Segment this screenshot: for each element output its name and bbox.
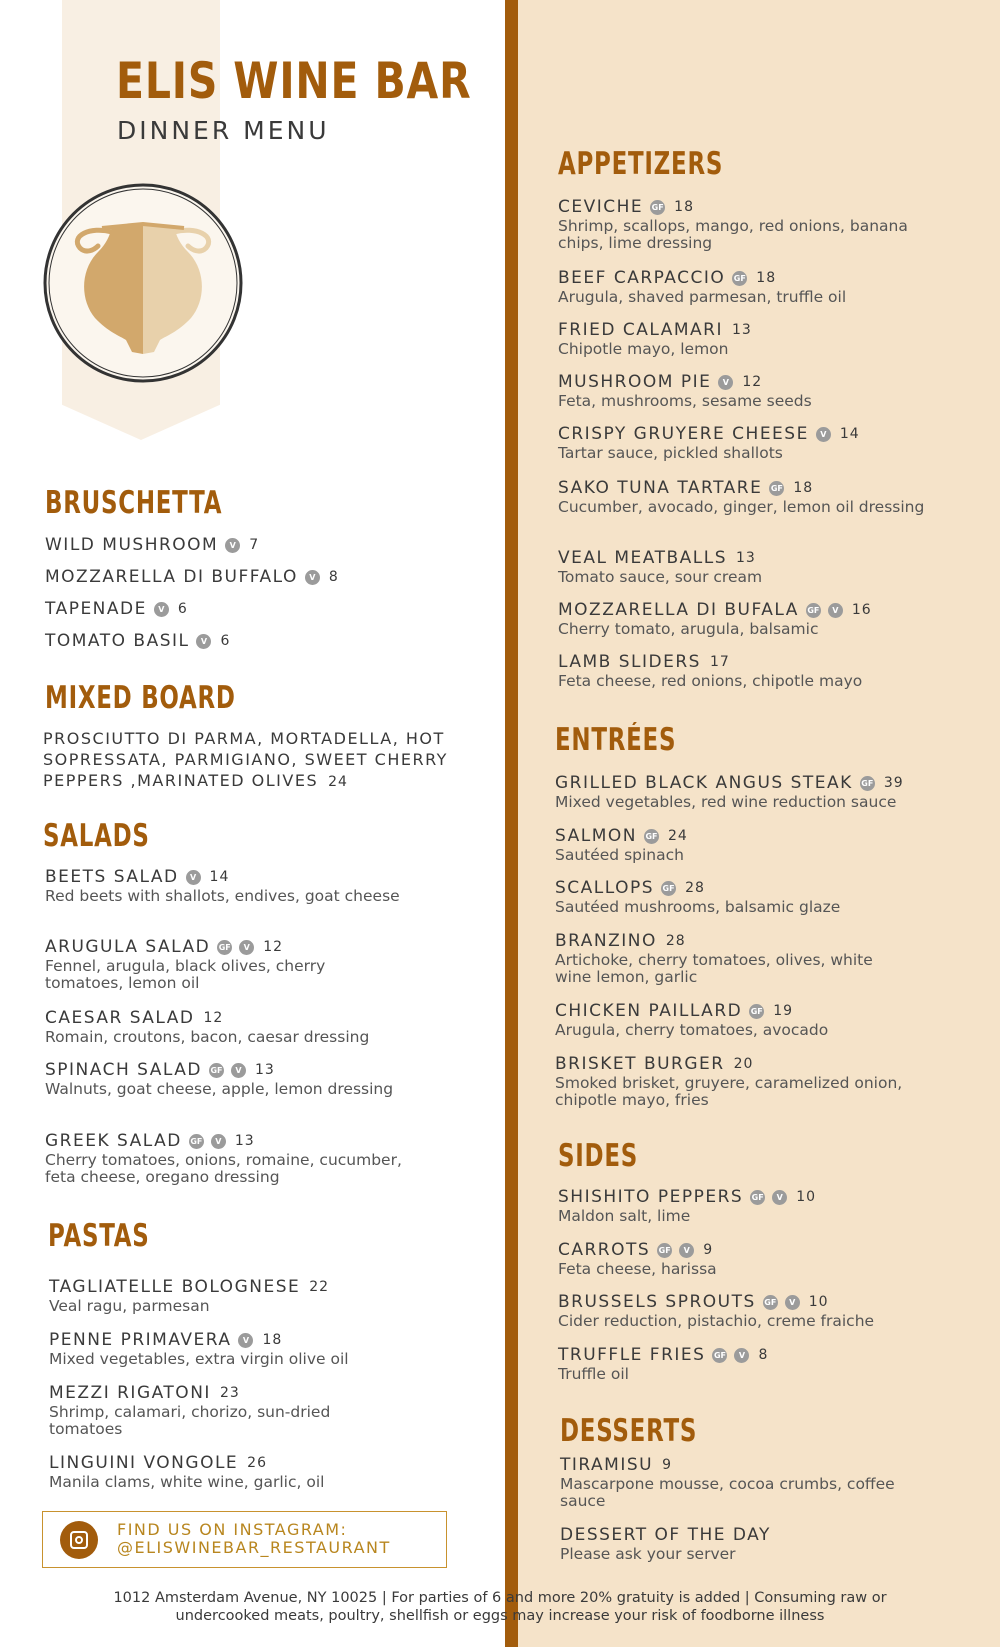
menu-item-header: [555, 931, 910, 951]
pastas-heading: PASTAS: [48, 1218, 150, 1254]
menu-item-name: MEZZI RIGATONI: [49, 1383, 211, 1403]
menu-item: [45, 1131, 405, 1186]
menu-item-price: 18: [793, 480, 814, 496]
vegetarian-badge-icon: V: [772, 1190, 787, 1205]
menu-item-description: Manila clams, white wine, garlic, oil: [49, 1473, 325, 1491]
menu-item-header: [49, 1383, 379, 1403]
vegetarian-badge-icon: V: [239, 940, 254, 955]
menu-item-name: BEEF CARPACCIO: [558, 268, 726, 288]
menu-item-description: Cucumber, avocado, ginger, lemon oil dressing: [558, 498, 925, 516]
menu-item-name: GREEK SALAD: [45, 1131, 182, 1151]
entrees-heading: ENTRÉES: [555, 722, 677, 758]
menu-item-name: CHICKEN PAILLARD: [555, 1001, 743, 1021]
menu-item: [555, 1001, 910, 1039]
menu-item-price: 8: [758, 1347, 769, 1363]
desserts-heading: DESSERTS: [560, 1413, 698, 1449]
menu-item-name: PENNE PRIMAVERA: [49, 1330, 232, 1350]
menu-item-description: Feta cheese, red onions, chipotle mayo: [558, 672, 863, 690]
vegetarian-badge-icon: V: [816, 427, 831, 442]
vegetarian-badge-icon: V: [238, 1333, 253, 1348]
menu-item: [45, 567, 465, 587]
menu-item-description: Sautéed mushrooms, balsamic glaze: [555, 898, 841, 916]
menu-item-header: [555, 773, 910, 793]
menu-item-description: Feta, mushrooms, sesame seeds: [558, 392, 812, 410]
menu-item-header: [558, 478, 933, 498]
menu-item-name: SALMON: [555, 826, 637, 846]
salads-heading: SALADS: [43, 818, 150, 854]
menu-item-name: LINGUINI VONGOLE: [49, 1453, 239, 1473]
menu-item-description: Fennel, arugula, black olives, cherry tomatoes, lemon oil: [45, 957, 326, 992]
menu-item: [558, 1345, 908, 1383]
gluten-free-badge-icon: GF: [806, 603, 821, 618]
menu-item-header: [558, 320, 933, 340]
menu-item: [558, 268, 933, 306]
gluten-free-badge-icon: GF: [209, 1063, 224, 1078]
menu-item-header: [555, 1001, 910, 1021]
menu-item-header: [45, 937, 405, 957]
menu-item: [558, 1240, 908, 1278]
vegetarian-badge-icon: V: [211, 1134, 226, 1149]
menu-item-name: TAGLIATELLE BOLOGNESE: [49, 1277, 301, 1297]
menu-item-price: 23: [219, 1385, 240, 1401]
menu-item-price: 6: [177, 601, 188, 617]
menu-item: [45, 937, 405, 992]
menu-item: [49, 1383, 379, 1438]
vegetarian-badge-icon: V: [734, 1348, 749, 1363]
menu-item-description: Please ask your server: [560, 1545, 736, 1563]
menu-item-header: [45, 867, 405, 887]
menu-item-price: 24: [667, 828, 688, 844]
menu-item-description: Shrimp, scallops, mango, red onions, banana chips, lime dressing: [558, 217, 908, 252]
menu-item-description: Tomato sauce, sour cream: [558, 568, 763, 586]
menu-item-name: ARUGULA SALAD: [45, 937, 211, 957]
footer-line-1: 1012 Amsterdam Avenue, NY 10025 | For parties of 6 and more 20% gratuity is added | Consuming raw or: [113, 1590, 887, 1606]
menu-item-description: Cherry tomatoes, onions, romaine, cucumber, feta cheese, oregano dressing: [45, 1151, 402, 1186]
vegetarian-badge-icon: V: [828, 603, 843, 618]
menu-item-description: Smoked brisket, gruyere, caramelized onion, chipotle mayo, fries: [555, 1074, 903, 1109]
vegetarian-badge-icon: V: [785, 1295, 800, 1310]
menu-item-description: Mixed vegetables, red wine reduction sauce: [555, 793, 897, 811]
menu-item-description: Chipotle mayo, lemon: [558, 340, 729, 358]
menu-item-name: MUSHROOM PIE: [558, 372, 712, 392]
menu-item-name: GRILLED BLACK ANGUS STEAK: [555, 773, 853, 793]
menu-item-header: [45, 1008, 405, 1028]
menu-item-name: MOZZARELLA DI BUFALA: [558, 600, 799, 620]
menu-item-header: [49, 1277, 379, 1297]
footer-notice: [0, 1589, 1000, 1625]
menu-item-name: BRANZINO: [555, 931, 657, 951]
menu-item-header: [558, 372, 933, 392]
menu-item-header: [555, 826, 910, 846]
menu-item-name: CEVICHE: [558, 197, 644, 217]
instagram-box[interactable]: [42, 1511, 447, 1568]
menu-item-name: BEETS SALAD: [45, 867, 179, 887]
menu-item-price: 28: [665, 933, 686, 949]
menu-item-name: CARROTS: [558, 1240, 651, 1260]
menu-item-header: [555, 1054, 910, 1074]
menu-item: [558, 548, 933, 586]
menu-item-price: 14: [839, 426, 860, 442]
menu-item-header: [558, 1292, 908, 1312]
menu-item-name: VEAL MEATBALLS: [558, 548, 728, 568]
mixed-board-description: [43, 728, 463, 793]
gluten-free-badge-icon: GF: [749, 1004, 764, 1019]
gluten-free-badge-icon: GF: [732, 271, 747, 286]
menu-item: [558, 1187, 908, 1225]
menu-item-price: 13: [254, 1062, 275, 1078]
menu-item-name: LAMB SLIDERS: [558, 652, 701, 672]
menu-item: [49, 1330, 379, 1368]
menu-item-name: SHISHITO PEPPERS: [558, 1187, 744, 1207]
menu-item-price: 16: [851, 602, 872, 618]
amphora-logo-icon: [40, 180, 246, 390]
menu-item-name: SAKO TUNA TARTARE: [558, 478, 763, 498]
restaurant-title: ELIS WINE BAR: [116, 52, 472, 110]
menu-item-header: [558, 197, 933, 217]
menu-item-header: [49, 1453, 379, 1473]
menu-item-price: 6: [220, 633, 231, 649]
menu-item-price: 9: [703, 1242, 714, 1258]
menu-item: [558, 424, 933, 462]
menu-item-description: Cider reduction, pistachio, creme fraiche: [558, 1312, 875, 1330]
menu-item-description: Walnuts, goat cheese, apple, lemon dressing: [45, 1080, 394, 1098]
menu-item: [45, 631, 465, 651]
vegetarian-badge-icon: V: [305, 570, 320, 585]
instagram-text: [117, 1521, 391, 1557]
menu-item: [555, 826, 910, 864]
gluten-free-badge-icon: GF: [644, 829, 659, 844]
menu-item-price: 7: [249, 537, 260, 553]
menu-item: [558, 372, 933, 410]
menu-item: [555, 878, 910, 916]
menu-item-header: [558, 652, 933, 672]
vegetarian-badge-icon: V: [186, 870, 201, 885]
menu-item-description: Maldon salt, lime: [558, 1207, 691, 1225]
menu-item: [558, 320, 933, 358]
menu-item-name: FRIED CALAMARI: [558, 320, 723, 340]
menu-item-price: 18: [262, 1332, 283, 1348]
menu-item-name: CAESAR SALAD: [45, 1008, 195, 1028]
menu-item: [558, 652, 933, 690]
menu-item: [558, 1292, 908, 1330]
menu-item-description: Truffle oil: [558, 1365, 629, 1383]
menu-item-name: WILD MUSHROOM: [45, 535, 219, 555]
menu-item-description: Mixed vegetables, extra virgin olive oil: [49, 1350, 349, 1368]
menu-item: [555, 1054, 910, 1109]
gluten-free-badge-icon: GF: [650, 200, 665, 215]
gluten-free-badge-icon: GF: [661, 881, 676, 896]
instagram-icon[interactable]: [60, 1521, 98, 1559]
menu-item-name: TRUFFLE FRIES: [558, 1345, 706, 1365]
menu-item-price: 8: [328, 569, 339, 585]
menu-item-price: 26: [247, 1455, 267, 1471]
menu-item-description: Shrimp, calamari, chorizo, sun-dried tomatoes: [49, 1403, 331, 1438]
menu-item: [45, 599, 465, 619]
menu-item: [555, 773, 910, 811]
footer-line-2: undercooked meats, poultry, shellfish or eggs may increase your risk of foodborne illness: [175, 1608, 825, 1624]
vegetarian-badge-icon: V: [154, 602, 169, 617]
menu-item-price: 12: [742, 374, 763, 390]
menu-item-description: Arugula, shaved parmesan, truffle oil: [558, 288, 847, 306]
menu-item-price: 28: [685, 880, 705, 896]
vegetarian-badge-icon: V: [231, 1063, 246, 1078]
menu-item-name: TOMATO BASIL: [45, 631, 190, 651]
menu-item-name: SPINACH SALAD: [45, 1060, 202, 1080]
menu-item: [560, 1455, 920, 1510]
gluten-free-badge-icon: GF: [657, 1243, 672, 1258]
menu-item-price: 12: [203, 1010, 224, 1026]
menu-item-description: Artichoke, cherry tomatoes, olives, white wine lemon, garlic: [555, 951, 873, 986]
gluten-free-badge-icon: GF: [769, 481, 784, 496]
menu-item-header: [560, 1525, 920, 1545]
menu-item: [49, 1453, 379, 1491]
mixed-board-price: 24: [328, 774, 348, 790]
menu-item-price: 10: [808, 1294, 829, 1310]
menu-item-price: 39: [883, 775, 904, 791]
menu-item-price: 17: [709, 654, 730, 670]
menu-item-header: [49, 1330, 379, 1350]
gluten-free-badge-icon: GF: [750, 1190, 765, 1205]
menu-item: [558, 197, 933, 252]
menu-item-name: MOZZARELLA DI BUFFALO: [45, 567, 298, 587]
menu-item-header: [45, 1131, 405, 1151]
menu-item-header: [558, 424, 933, 444]
mixed-board-items: PROSCIUTTO DI PARMA, MORTADELLA, HOT SOPRESSATA, PARMIGIANO, SWEET CHERRY PEPPERS ,MARINATED OLIVES: [43, 729, 448, 790]
menu-item-header: [558, 548, 933, 568]
menu-item-description: Tartar sauce, pickled shallots: [558, 444, 783, 462]
menu-item-description: Arugula, cherry tomatoes, avocado: [555, 1021, 829, 1039]
menu-item: [555, 931, 910, 986]
vegetarian-badge-icon: V: [225, 538, 240, 553]
menu-item-name: DESSERT OF THE DAY: [560, 1525, 771, 1545]
menu-item-description: Veal ragu, parmesan: [49, 1297, 210, 1315]
menu-item-price: 20: [733, 1056, 754, 1072]
menu-item: [45, 1008, 405, 1046]
menu-item-price: 22: [309, 1279, 330, 1295]
menu-item-name: BRUSSELS SPROUTS: [558, 1292, 756, 1312]
gluten-free-badge-icon: GF: [217, 940, 232, 955]
instagram-label: FIND US ON INSTAGRAM:: [117, 1520, 348, 1539]
menu-item-header: [558, 1240, 908, 1260]
gluten-free-badge-icon: GF: [189, 1134, 204, 1149]
menu-item-name: TIRAMISU: [560, 1455, 654, 1475]
sides-heading: SIDES: [558, 1138, 639, 1174]
menu-item: [560, 1525, 920, 1563]
menu-item-description: Romain, croutons, bacon, caesar dressing: [45, 1028, 370, 1046]
vegetarian-badge-icon: V: [679, 1243, 694, 1258]
menu-item-header: [45, 1060, 405, 1080]
menu-item: [45, 867, 405, 905]
menu-item-price: 13: [736, 550, 756, 566]
menu-item-header: [45, 535, 465, 555]
menu-item: [45, 1060, 405, 1098]
mixed-board-heading: MIXED BOARD: [45, 680, 236, 716]
menu-item: [558, 478, 933, 516]
menu-item-header: [560, 1455, 920, 1475]
menu-item-price: 18: [756, 270, 777, 286]
menu-item-description: Red beets with shallots, endives, goat cheese: [45, 887, 400, 905]
bruschetta-heading: BRUSCHETTA: [45, 485, 223, 521]
menu-item-price: 13: [234, 1133, 255, 1149]
menu-item-header: [45, 567, 465, 587]
gluten-free-badge-icon: GF: [763, 1295, 778, 1310]
menu-item-header: [555, 878, 910, 898]
menu-item-header: [45, 631, 465, 651]
menu-item-price: 13: [731, 322, 752, 338]
menu-item-price: 19: [773, 1003, 794, 1019]
menu-item-name: TAPENADE: [45, 599, 147, 619]
gluten-free-badge-icon: GF: [712, 1348, 727, 1363]
gluten-free-badge-icon: GF: [860, 776, 875, 791]
menu-item-price: 12: [263, 939, 284, 955]
menu-item-name: CRISPY GRUYERE CHEESE: [558, 424, 809, 444]
menu-item-price: 10: [796, 1189, 817, 1205]
menu-item-description: Sautéed spinach: [555, 846, 684, 864]
appetizers-heading: APPETIZERS: [558, 146, 724, 182]
menu-item-price: 14: [209, 869, 230, 885]
menu-item-price: 18: [674, 199, 694, 215]
menu-item-header: [558, 600, 933, 620]
center-divider: [505, 0, 518, 1647]
menu-item-name: SCALLOPS: [555, 878, 655, 898]
menu-item: [45, 535, 465, 555]
menu-item-description: Cherry tomato, arugula, balsamic: [558, 620, 819, 638]
menu-item-header: [45, 599, 465, 619]
instagram-handle[interactable]: @ELISWINEBAR_RESTAURANT: [117, 1538, 391, 1557]
menu-item-header: [558, 1345, 908, 1365]
menu-item-header: [558, 1187, 908, 1207]
vegetarian-badge-icon: V: [196, 634, 211, 649]
vegetarian-badge-icon: V: [718, 375, 733, 390]
menu-subtitle: DINNER MENU: [117, 116, 330, 145]
menu-item: [49, 1277, 379, 1315]
menu-item-price: 9: [662, 1457, 672, 1473]
menu-item: [558, 600, 933, 638]
menu-item-description: Mascarpone mousse, cocoa crumbs, coffee sauce: [560, 1475, 895, 1510]
menu-item-header: [558, 268, 933, 288]
menu-item-name: BRISKET BURGER: [555, 1054, 725, 1074]
menu-item-description: Feta cheese, harissa: [558, 1260, 717, 1278]
